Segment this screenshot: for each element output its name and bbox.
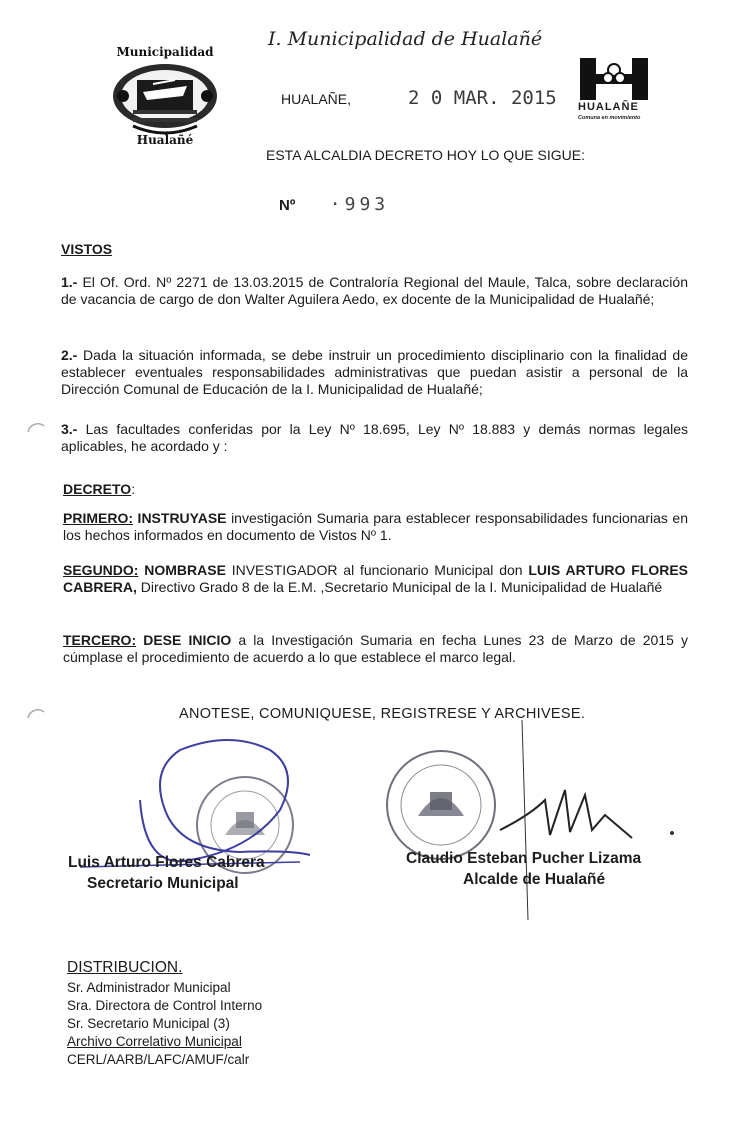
vistos-item-1 xyxy=(61,274,688,308)
right-signatory-name: Claudio Esteban Pucher Lizama xyxy=(406,850,642,867)
segundo-name: LUIS ARTURO FLORES CABRERA, xyxy=(63,562,688,595)
primero-verb: INSTRUYASE xyxy=(133,510,227,526)
right-stamp-icon xyxy=(387,751,495,859)
logo-name: HUALAÑE xyxy=(578,101,639,113)
distribucion-item: Sr. Administrador Municipal xyxy=(67,980,231,995)
distribucion-heading: DISTRIBUCION. xyxy=(67,959,183,976)
vistos-item-2 xyxy=(61,347,688,398)
distribucion-item: Archivo Correlativo Municipal xyxy=(67,1034,242,1049)
municipality-title: I. Municipalidad de Hualañé xyxy=(268,28,543,50)
distribucion-item: Sr. Secretario Municipal (3) xyxy=(67,1016,230,1031)
segundo-label: SEGUNDO: xyxy=(63,562,139,578)
primero-label: PRIMERO: xyxy=(63,510,133,526)
closing-formula: ANOTESE, COMUNIQUESE, REGISTRESE Y ARCHIVESE. xyxy=(179,706,586,722)
place-label: HUALAÑE, xyxy=(281,91,352,107)
vistos-item-text: Las facultades conferidas por la Ley Nº 18.695, Ley Nº 18.883 y demás normas legales aplicables, he acordado y : xyxy=(61,421,688,454)
decree-number-value: ·993 xyxy=(329,194,390,215)
vistos-heading: VISTOS xyxy=(61,241,113,257)
logo-mark-icon xyxy=(576,56,652,102)
vistos-item-number: 1.- xyxy=(61,274,78,290)
right-signatory-title: Alcalde de Hualañé xyxy=(463,871,606,888)
hualane-logo xyxy=(576,56,652,126)
left-signatory-name: Luis Arturo Flores Cabrera xyxy=(68,854,265,871)
primero-text: investigación Sumaria para establecer responsabilidades funcionarias en los hechos informados en documento de Vistos Nº 1. xyxy=(63,510,689,543)
vistos-item-3 xyxy=(61,421,688,455)
decreto-heading xyxy=(63,481,135,497)
vistos-item-text: El Of. Ord. Nº 2271 de 13.03.2015 de Contraloría Regional del Maule, Talca, sobre declaración de vacancia de cargo de don Walter Aguilera Aedo, ex docente de la Municipalidad de Hualañé; xyxy=(61,274,688,307)
decreto-segundo xyxy=(63,562,688,596)
decreto-tercero xyxy=(63,632,688,666)
decreto-colon: : xyxy=(131,481,136,497)
municipal-seal xyxy=(103,40,227,150)
segundo-verb: NOMBRASE xyxy=(138,562,226,578)
vistos-item-number: 2.- xyxy=(61,347,78,363)
segundo-text: INVESTIGADOR al funcionario Municipal don xyxy=(225,562,529,578)
preamble: ESTA ALCALDIA DECRETO HOY LO QUE SIGUE: xyxy=(266,147,585,163)
left-signatory-title: Secretario Municipal xyxy=(87,875,239,892)
distribucion-item: Sra. Directora de Control Interno xyxy=(67,998,263,1013)
tercero-text: a la Investigación Sumaria en fecha Lunes 23 de Marzo de 2015 y cúmplase el procedimiento de acuerdo a lo que establece el marco legal. xyxy=(63,632,688,665)
date-stamp: 2 0 MAR. 2015 xyxy=(408,87,557,109)
punch-hole-marks xyxy=(22,418,52,718)
left-signature-icon xyxy=(140,740,310,861)
vistos-item-text: Dada la situación informada, se debe instruir un procedimiento disciplinario con la finalidad de establecer eventuales responsabilidades administrativas que puedan asistir a personal de la Dirección Comunal de Educación de la I. Municipalidad de Hualañé; xyxy=(61,347,688,397)
seal-text-bottom: Hualañé xyxy=(136,133,194,147)
tercero-verb: DESE INICIO xyxy=(136,632,232,648)
decree-number-label: Nº xyxy=(279,197,296,214)
segundo-text-2: Directivo Grado 8 de la E.M. ,Secretario Municipal de la I. Municipalidad de Hualañé xyxy=(136,579,663,595)
vistos-item-number: 3.- xyxy=(61,421,78,437)
distribucion-item: CERL/AARB/LAFC/AMUF/calr xyxy=(67,1052,250,1067)
tercero-label: TERCERO: xyxy=(63,632,137,648)
decreto-heading-text: DECRETO xyxy=(63,481,132,497)
logo-tagline: Comuna en movimiento xyxy=(578,115,641,121)
decreto-primero xyxy=(63,510,688,544)
right-signature-icon xyxy=(500,790,632,838)
seal-text-top: Municipalidad xyxy=(116,45,214,59)
decree-number xyxy=(279,194,389,215)
